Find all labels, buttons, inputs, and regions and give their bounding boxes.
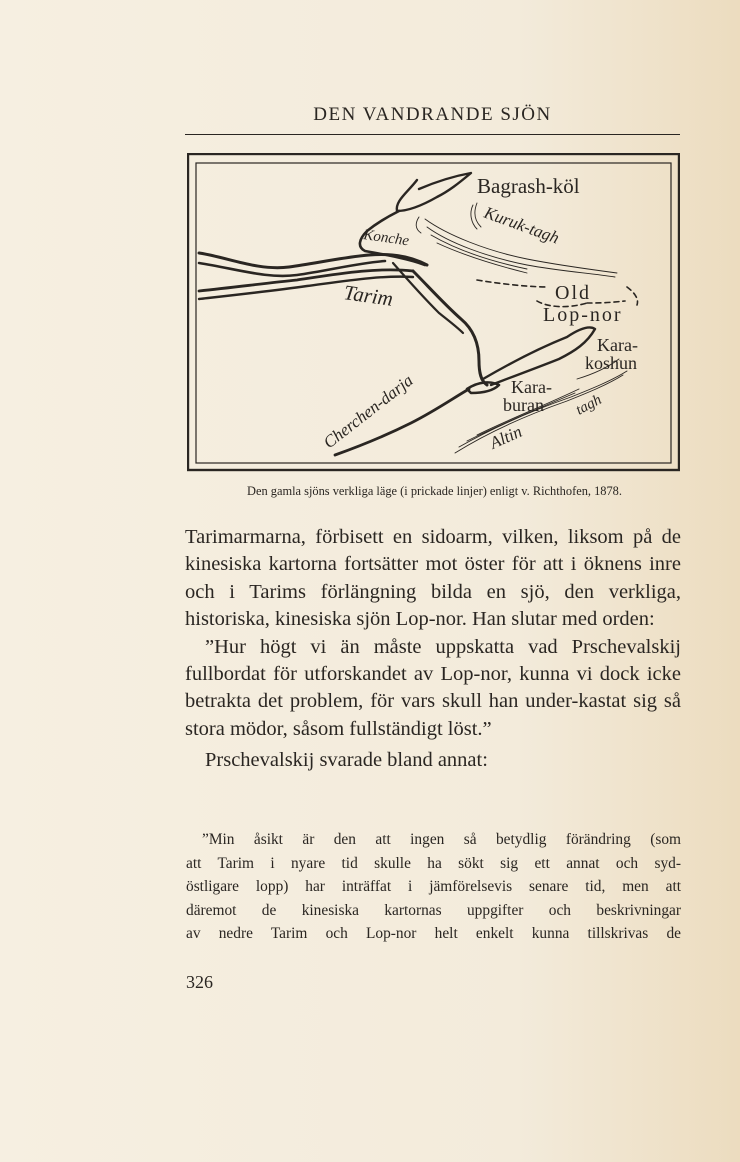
map-tarim-channel-2	[199, 261, 385, 276]
running-head: DEN VANDRANDE SJÖN	[313, 104, 552, 125]
map-label-altin: Altin	[486, 421, 525, 453]
map-label-kuruk: Kuruk-tagh	[481, 202, 562, 248]
map-label-old: Old	[555, 282, 591, 304]
map-figure	[187, 153, 680, 472]
map-label-konche: Konche	[362, 227, 411, 250]
map-label-cherchen: Cherchen-darja	[319, 370, 417, 453]
map-tarim-branch	[393, 263, 463, 333]
page-number: 326	[186, 972, 213, 992]
figure-caption: Den gamla sjöns verkliga läge (i prickade linjer) enligt v. Richthofen, 1878.	[247, 484, 622, 498]
map-label-karaburan-1: Kara-	[511, 377, 552, 397]
header-rule	[185, 134, 680, 135]
map-tarim-main	[413, 271, 487, 385]
quote-line-3: östligare lopp) har inträffat i jämförelsevis senare tid, men att	[186, 878, 681, 896]
quote-line-1: ”Min åsikt är den att ingen så betydlig förändring (som	[202, 831, 681, 848]
paragraph-quote-1: ”Hur högt vi än måste uppskatta vad Prschevalskij fullbordat för utforskandet av Lop-nor, kunna vi dock icke betrakta det problem, för vars skull han under-kastat sig så stora mödor, såsom fullständigt löst.”	[185, 635, 681, 740]
map-label-karaburan-2: buran	[503, 395, 544, 415]
map-label-karakoshun-1: Kara-	[597, 335, 638, 355]
map-label-lopnor: Lop-nor	[543, 304, 623, 326]
paragraph-1: Tarimarmarna, förbisett en sidoarm, vilken, liksom på de kinesiska kartorna fortsätter mot öster för att i öknens inre och i Tarims förlängning bilda en sjö, den verkliga, historiska, kinesiska sjön Lop-nor. Han slutar med orden:	[185, 526, 681, 631]
block-quote	[186, 828, 681, 946]
map-label-bagrash: Bagrash-köl	[477, 174, 580, 198]
map-karaburan-lake	[467, 382, 499, 393]
map-tarim-channel-1	[199, 253, 427, 268]
quote-line-2: att Tarim i nyare tid skulle ha sökt sig ett annat och syd-	[186, 854, 681, 872]
quote-line-5: av nedre Tarim och Lop-nor helt enkelt kunna tillskrivas de	[186, 925, 681, 943]
quote-line-4: däremot de kinesiska kartornas uppgifter och beskrivningar	[186, 901, 681, 919]
paragraph-2: Prschevalskij svarade bland annat:	[205, 749, 488, 772]
map-label-karakoshun-2: koshun	[585, 353, 638, 373]
main-text	[185, 524, 681, 775]
map-bagrash-lake	[397, 173, 471, 211]
map-label-tagh: tagh	[573, 391, 605, 419]
map-label-tarim: Tarim	[342, 280, 395, 311]
